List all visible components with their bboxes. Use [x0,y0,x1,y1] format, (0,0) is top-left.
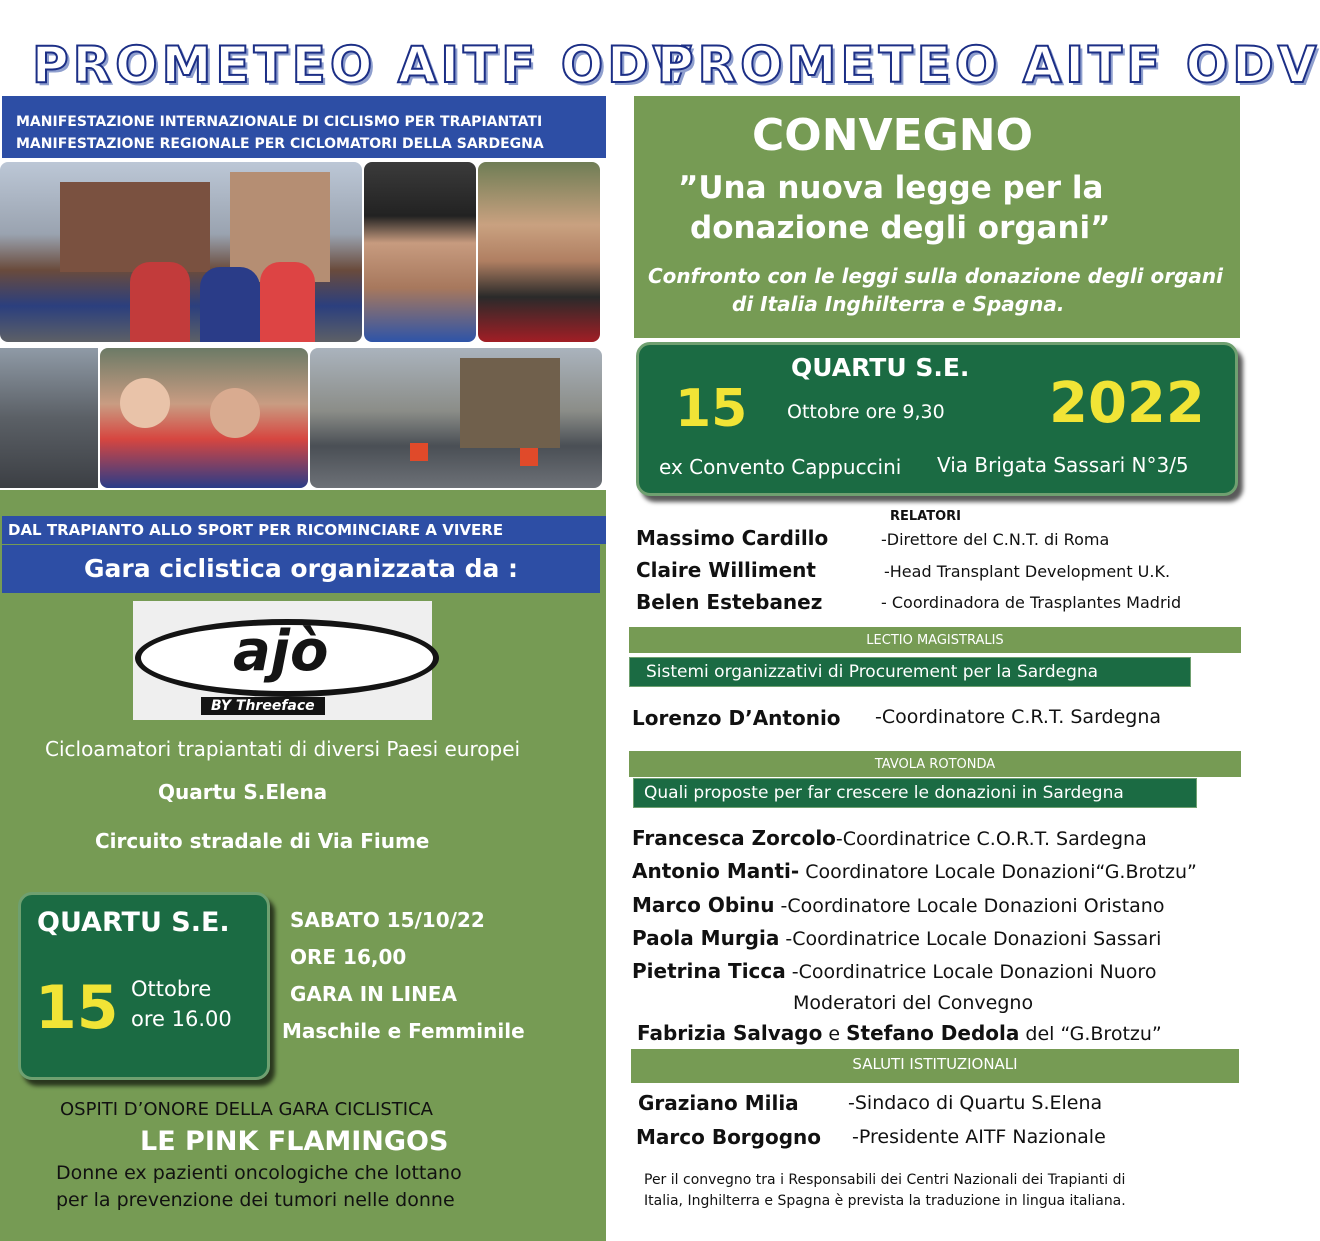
tavola-row-0 [632,826,1147,850]
tavola-label-bar [629,751,1241,777]
guests-desc-2: per la prevenzione dei tumori nelle donne [56,1189,455,1211]
saluti-name-1: Marco Borgogno [636,1125,822,1149]
guests-desc-1: Donne ex pazienti oncologiche che lottano [56,1162,462,1184]
org-title-left: PROMETEO AITF ODV [32,36,696,94]
saluti-name-0: Graziano Milia [638,1091,799,1115]
event-date-box [636,342,1238,496]
header-line-2: MANIFESTAZIONE REGIONALE PER CICLOMATORI DELLA SARDEGNA [16,136,544,152]
race-info-3: Maschile e Femminile [282,1019,525,1043]
race-info-0: SABATO 15/10/22 [290,908,485,932]
saluti-role-0: -Sindaco di Quartu S.Elena [848,1092,1103,1114]
event-city: QUARTU S.E. [791,353,970,382]
tavola-role-1: Coordinatore Locale Donazioni“G.Brotzu” [799,861,1197,883]
photo-cyclist-medal [478,162,600,342]
footer-line-2: Italia, Inghilterra e Spagna è prevista la traduzione in lingua italiana. [644,1193,1126,1209]
photo-team-group [100,348,308,488]
relatore-name-1: Claire Williment [636,558,816,582]
moderators-label: Moderatori del Convegno [793,992,1034,1014]
event-address: Via Brigata Sassari N°3/5 [937,453,1189,477]
tavola-row-1 [632,859,1197,883]
tavola-name-3: Paola Murgia [632,926,780,950]
tagline: DAL TRAPIANTO ALLO SPORT PER RICOMINCIARE A VIVERE [8,521,504,539]
line-quartu: Quartu S.Elena [158,780,328,804]
line-circuito: Circuito stradale di Via Fiume [95,829,430,853]
tavola-role-0: -Coordinatrice C.O.R.T. Sardegna [835,828,1147,850]
org-title-right: PROMETEO AITF ODV [657,36,1320,94]
event-date-time: Ottobre ore 9,30 [787,401,945,423]
line-cicloamatori: Cicloamatori trapiantati di diversi Paesi europei [45,737,521,761]
relatore-name-0: Massimo Cardillo [636,526,829,550]
race-day: 15 [35,973,119,1043]
convegno-title: CONVEGNO [752,110,1033,161]
convegno-subtitle-2: donazione degli organi” [690,210,1111,246]
race-info-2: GARA IN LINEA [290,982,457,1006]
lectio-role: -Coordinatore C.R.T. Sardegna [875,706,1162,728]
photo-collage [0,160,604,490]
footer-line-1: Per il convegno tra i Responsabili dei Centri Nazionali dei Trapianti di [644,1172,1126,1188]
event-venue: ex Convento Cappuccini [659,455,902,479]
photo-cyclist-helmet [364,162,476,342]
moderator-suffix: del “G.Brotzu” [1019,1023,1162,1045]
lectio-title-bar [629,657,1191,687]
tavola-row-3 [632,926,1161,950]
relatori-label: RELATORI [890,509,961,524]
tavola-label: TAVOLA ROTONDA [874,757,996,772]
event-day: 15 [675,379,748,439]
organized-by-banner [2,545,600,593]
photo-riders-building [0,162,362,342]
convegno-desc-1: Confronto con le leggi sulla donazione degli organi [648,264,1223,288]
saluti-label-bar [631,1049,1239,1083]
moderator-2: Stefano Dedola [846,1021,1020,1045]
race-date-box [18,892,270,1080]
relatore-role-1: -Head Transplant Development U.K. [884,562,1171,581]
tagline-banner [2,516,606,544]
photo-left-edge [0,348,98,488]
relatore-name-2: Belen Estebanez [636,590,823,614]
relatore-role-2: - Coordinadora de Trasplantes Madrid [881,593,1182,612]
race-time: ore 16.00 [131,1007,232,1031]
convegno-panel [634,96,1240,338]
guests-name: LE PINK FLAMINGOS [140,1126,449,1157]
sponsor-logo [133,601,432,720]
guests-title: OSPITI D’ONORE DELLA GARA CICLISTICA [60,1099,433,1120]
tavola-role-4: -Coordinatrice Locale Donazioni Nuoro [785,961,1157,983]
event-year: 2022 [1049,371,1205,436]
tavola-row-4 [632,959,1156,983]
tavola-name-2: Marco Obinu [632,893,775,917]
convegno-desc-2: di Italia Inghilterra e Spagna. [732,292,1065,316]
photo-cyclists-street [310,348,602,488]
convegno-subtitle-1: ”Una nuova legge per la [678,170,1104,206]
sponsor-logo-text: ajò [233,619,329,684]
tavola-row-2 [632,893,1164,917]
saluti-role-1: -Presidente AITF Nazionale [852,1126,1106,1148]
moderator-and: e [822,1023,847,1045]
race-month: Ottobre [131,977,212,1001]
organized-by: Gara ciclistica organizzata da : [84,554,519,583]
moderators-row [637,1021,1162,1045]
tavola-role-2: -Coordinatore Locale Donazioni Oristano [774,895,1165,917]
race-info-1: ORE 16,00 [290,945,407,969]
tavola-title: Quali proposte per far crescere le donazioni in Sardegna [644,783,1124,803]
lectio-label-bar [629,627,1241,653]
sponsor-logo-sub: BY Threeface [201,697,325,715]
lectio-title: Sistemi organizzativi di Procurement per la Sardegna [646,662,1099,682]
tavola-name-0: Francesca Zorcolo [632,826,836,850]
lectio-speaker: Lorenzo D’Antonio [632,706,841,730]
header-line-1: MANIFESTAZIONE INTERNAZIONALE DI CICLISMO PER TRAPIANTATI [16,114,543,130]
tavola-name-4: Pietrina Ticca [632,959,786,983]
race-city: QUARTU S.E. [37,907,230,938]
relatore-role-0: -Direttore del C.N.T. di Roma [881,530,1110,549]
left-header-banner [2,96,606,158]
tavola-name-1: Antonio Manti- [632,859,800,883]
tavola-role-3: -Coordinatrice Locale Donazioni Sassari [779,928,1162,950]
saluti-label: SALUTI ISTITUZIONALI [852,1055,1018,1073]
tavola-title-bar [633,778,1197,808]
lectio-label: LECTIO MAGISTRALIS [866,633,1004,648]
moderator-1: Fabrizia Salvago [637,1021,823,1045]
